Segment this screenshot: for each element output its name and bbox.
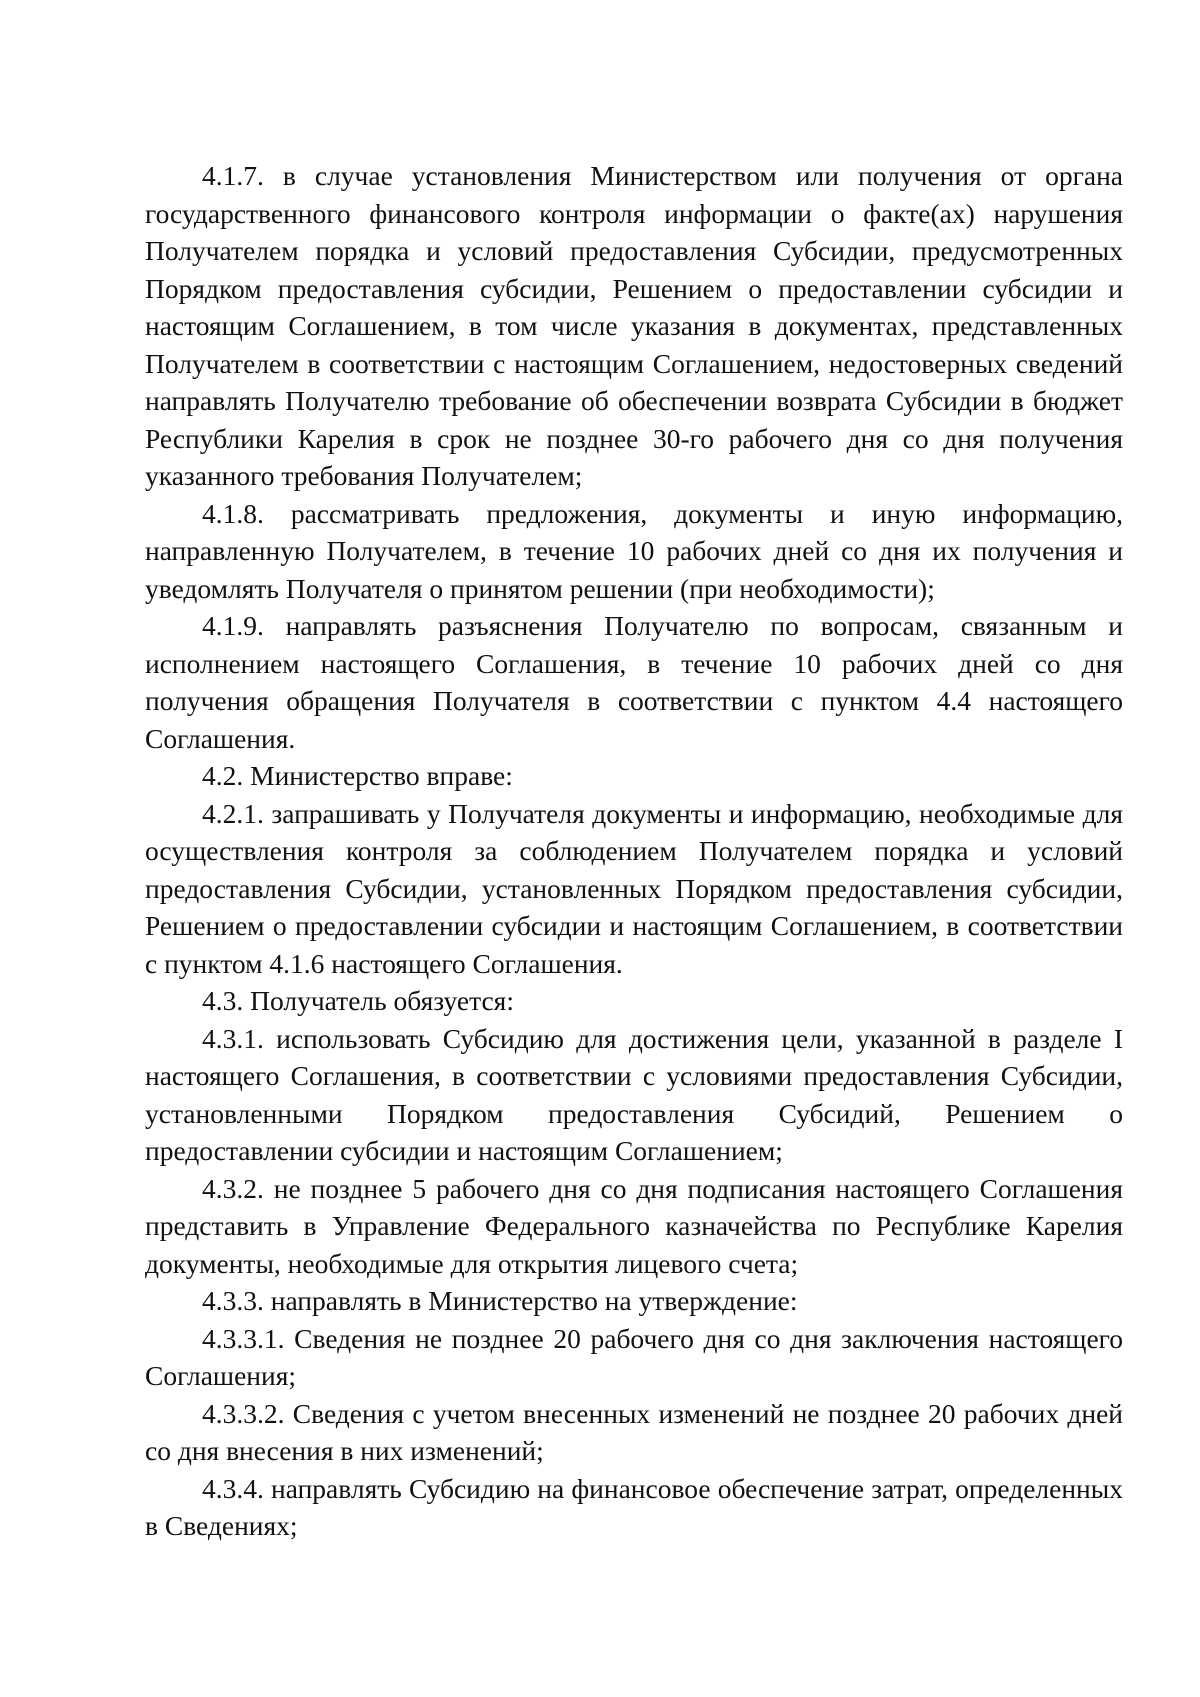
paragraph-4-3-2: 4.3.2. не позднее 5 рабочего дня со дня подписания настоящего Соглашения представить в Управление Федерального казначейства по Республике Карелия документы, необходимые для открытия лицевого счета; bbox=[145, 1172, 1123, 1279]
paragraph-4-3-3-1: 4.3.3.1. Сведения не позднее 20 рабочего дня со дня заключения настоящего Соглашения; bbox=[145, 1322, 1123, 1391]
paragraph-4-3-4: 4.3.4. направлять Субсидию на финансовое обеспечение затрат, определенных в Сведениях; bbox=[145, 1472, 1123, 1541]
paragraph-4-1-8: 4.1.8. рассматривать предложения, документы и иную информацию, направленную Получателем, в течение 10 рабочих дней со дня их получения и уведомлять Получателя о принятом решении (при необходимости); bbox=[145, 497, 1123, 604]
document-page bbox=[145, 157, 1123, 1545]
paragraph-4-3-3: 4.3.3. направлять в Министерство на утверждение: bbox=[202, 1285, 798, 1316]
paragraph-4-3-1: 4.3.1. использовать Субсидию для достижения цели, указанной в разделе I настоящего Соглашения, в соответствии с условиями предоставления Субсидии, установленными Порядком предоставления Субсидий, Решением о предоставлении субсидии и настоящим Соглашением; bbox=[145, 1022, 1123, 1166]
paragraph-4-1-7: 4.1.7. в случае установления Министерством или получения от органа государственного финансового контроля информации о факте(ах) нарушения Получателем порядка и условий предоставления Субсидии, предусмотренных Порядком предоставления субсидии, Решением о предоставлении субсидии и настоящим Соглашением, в том числе указания в документах, представленных Получателем в соответствии с настоящим Соглашением, недостоверных сведений направлять Получателю требование об обеспечении возврата Субсидии в бюджет Республики Карелия в срок не позднее 30-го рабочего дня со дня получения указанного требования Получателем; bbox=[145, 160, 1123, 491]
paragraph-4-1-9: 4.1.9. направлять разъяснения Получателю по вопросам, связанным и исполнением настоящего Соглашения, в течение 10 рабочих дней со дня получения обращения Получателя в соответствии с пунктом 4.4 настоящего Соглашения. bbox=[145, 610, 1123, 754]
paragraph-4-3: 4.3. Получатель обязуется: bbox=[202, 985, 514, 1016]
paragraph-4-2: 4.2. Министерство вправе: bbox=[202, 760, 513, 791]
paragraph-4-3-3-2: 4.3.3.2. Сведения с учетом внесенных изменений не позднее 20 рабочих дней со дня внесения в них изменений; bbox=[145, 1397, 1123, 1466]
paragraph-4-2-1: 4.2.1. запрашивать у Получателя документы и информацию, необходимые для осуществления контроля за соблюдением Получателем порядка и условий предоставления Субсидии, установленных Порядком предоставления субсидии, Решением о предоставлении субсидии и настоящим Соглашением, в соответствии с пунктом 4.1.6 настоящего Соглашения. bbox=[145, 797, 1123, 979]
